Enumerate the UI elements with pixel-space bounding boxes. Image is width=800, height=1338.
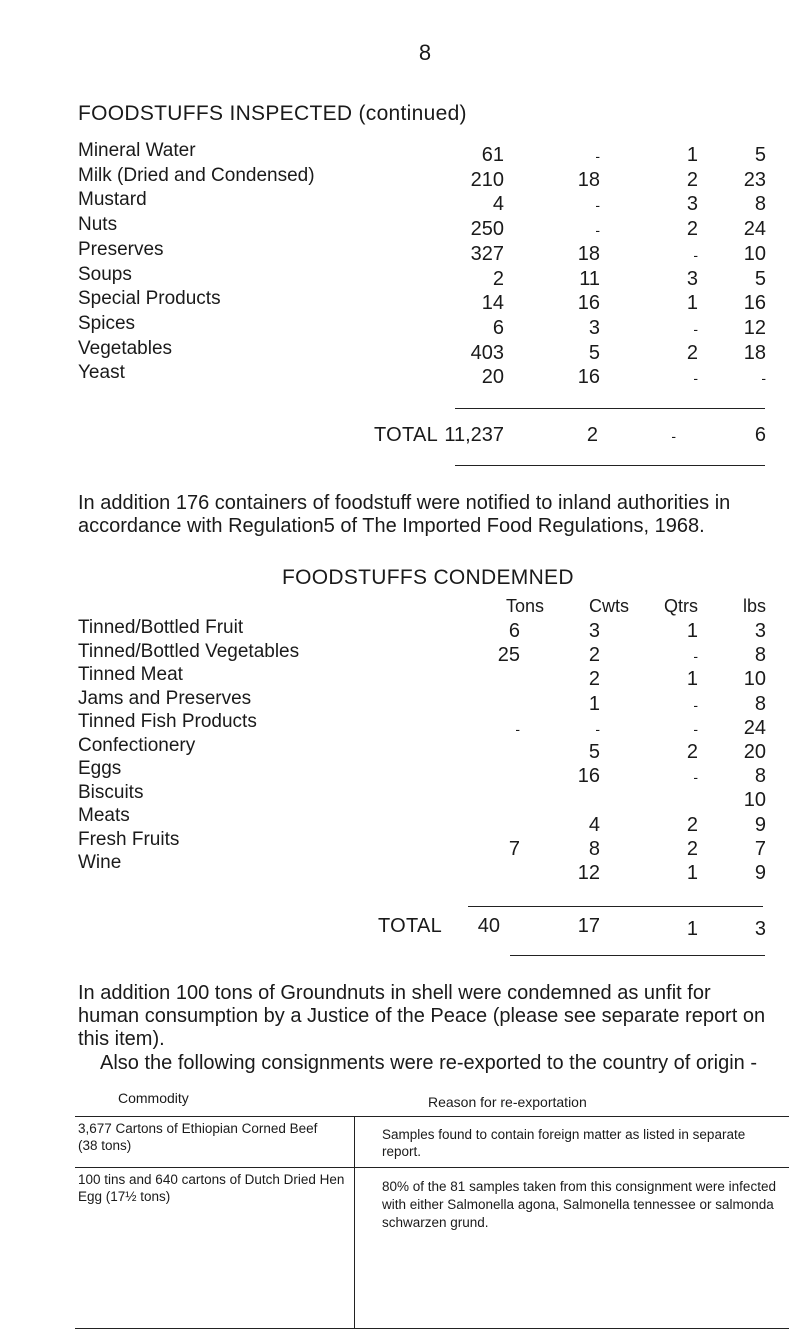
inspected-cell-lbs: 5 xyxy=(754,144,766,166)
inspected-cell-tons: 250 xyxy=(470,218,504,240)
reexport-row-2-commodity: 100 tins and 640 cartons of Dutch Dried Hen Egg (17½ tons) xyxy=(78,1172,345,1204)
inspected-cell-tons: 4 xyxy=(492,193,504,215)
inspected-cell-cwts: 16 xyxy=(577,292,600,314)
condemned-total-top-rule xyxy=(468,906,763,907)
condemned-cell-lbs: 8 xyxy=(754,765,766,787)
inspected-total-lbs: 6 xyxy=(754,424,766,446)
inspected-cell-qtrs: 3 xyxy=(686,268,698,290)
inspected-cell-qtrs: 1 xyxy=(686,144,698,166)
paragraph-containers-notified: In addition 176 containers of foodstuff were notified to inland authorities in accordance with Regulation5 of The Imported Food Regulations, 1968. xyxy=(78,492,731,537)
condemned-cell-lbs: 10 xyxy=(743,789,766,811)
inspected-total-cwts: 2 xyxy=(586,424,598,446)
inspected-cell-cwts: - xyxy=(595,222,600,238)
condemned-cell-qtrs: - xyxy=(693,648,698,664)
condemned-total-cwts: 17 xyxy=(577,915,600,937)
inspected-cell-cwts: - xyxy=(595,197,600,213)
inspected-cell-tons: 2 xyxy=(492,268,504,290)
inspected-row-label: Soups xyxy=(78,264,132,285)
condemned-cell-cwts: 1 xyxy=(588,693,600,715)
condemned-cell-lbs: 9 xyxy=(754,814,766,836)
condemned-cell-lbs: 8 xyxy=(754,693,766,715)
condemned-cell-lbs: 24 xyxy=(743,717,766,739)
paragraph-reexported: Also the following consignments were re-exported to the country of origin - xyxy=(100,1052,758,1074)
reexport-row-divider xyxy=(75,1167,789,1168)
condemned-cell-cwts: 12 xyxy=(577,862,600,884)
condemned-row-label: Jams and Preserves xyxy=(78,688,252,709)
condemned-row-label: Meats xyxy=(78,805,130,826)
condemned-row-label: Biscuits xyxy=(78,782,144,803)
inspected-cell-qtrs: - xyxy=(693,370,698,386)
condemned-cell-lbs: 7 xyxy=(754,838,766,860)
reexport-header-rule xyxy=(75,1116,789,1117)
condemned-cell-lbs: 9 xyxy=(754,862,766,884)
condemned-total-label: TOTAL xyxy=(378,915,443,937)
reexport-row-1-commodity: 3,677 Cartons of Ethiopian Corned Beef (38 tons) xyxy=(78,1121,318,1153)
inspected-cell-lbs: 24 xyxy=(743,218,766,240)
inspected-cell-lbs: 10 xyxy=(743,243,766,265)
inspected-cell-qtrs: 1 xyxy=(686,292,698,314)
reexport-bottom-rule xyxy=(75,1328,789,1329)
inspected-cell-tons: 6 xyxy=(492,317,504,339)
inspected-row-label: Preserves xyxy=(78,239,164,260)
inspected-cell-lbs: 16 xyxy=(743,292,766,314)
inspected-cell-tons: 210 xyxy=(470,169,504,191)
inspected-row-label: Yeast xyxy=(78,362,125,383)
inspected-row-label: Milk (Dried and Condensed) xyxy=(78,165,315,186)
condemned-total-qtrs: 1 xyxy=(686,918,698,940)
inspected-cell-cwts: 16 xyxy=(577,366,600,388)
inspected-total-bottom-rule xyxy=(455,465,765,466)
inspected-row-label: Vegetables xyxy=(78,338,173,359)
condemned-row-label: Eggs xyxy=(78,758,122,779)
paragraph-groundnuts: In addition 100 tons of Groundnuts in shell were condemned as unfit for human consumption by a Justice of the Peace (please see separate report on this item). xyxy=(78,982,766,1050)
inspected-cell-qtrs: - xyxy=(693,247,698,263)
condemned-header-lbs: lbs xyxy=(742,596,766,616)
condemned-header-cwts: Cwts xyxy=(589,596,629,616)
inspected-cell-cwts: 5 xyxy=(588,342,600,364)
reexport-row-1-reason: Samples found to contain foreign matter as listed in separate report. xyxy=(382,1127,746,1159)
inspected-title: FOODSTUFFS INSPECTED (continued) xyxy=(78,102,467,125)
condemned-cell-qtrs: - xyxy=(693,721,698,737)
condemned-header-qtrs: Qtrs xyxy=(664,596,698,616)
inspected-cell-qtrs: 2 xyxy=(686,169,698,191)
condemned-row-label: Confectionery xyxy=(78,735,196,756)
condemned-cell-qtrs: - xyxy=(693,769,698,785)
reexport-header-reason: Reason for re-exportation xyxy=(428,1094,587,1110)
condemned-cell-qtrs: 1 xyxy=(686,620,698,642)
inspected-cell-lbs: 5 xyxy=(754,268,766,290)
condemned-cell-lbs: 20 xyxy=(743,741,766,763)
condemned-row-label: Tinned Meat xyxy=(78,664,183,685)
condemned-cell-cwts: 16 xyxy=(577,765,600,787)
inspected-cell-tons: 61 xyxy=(481,144,504,166)
inspected-row-label: Special Products xyxy=(78,288,221,309)
inspected-cell-lbs: 18 xyxy=(743,342,766,364)
inspected-cell-tons: 327 xyxy=(470,243,504,265)
condemned-row-label: Fresh Fruits xyxy=(78,829,180,850)
condemned-cell-lbs: 10 xyxy=(743,668,766,690)
condemned-cell-cwts: - xyxy=(595,721,600,737)
inspected-cell-cwts: 11 xyxy=(579,268,600,290)
inspected-total-label: TOTAL xyxy=(374,424,439,446)
condemned-total-lbs: 3 xyxy=(754,918,766,940)
condemned-row-label: Wine xyxy=(78,852,122,873)
condemned-cell-tons: - xyxy=(515,721,520,737)
reexport-column-divider xyxy=(354,1116,355,1328)
condemned-row-label: Tinned Fish Products xyxy=(78,711,257,732)
inspected-cell-qtrs: 2 xyxy=(686,342,698,364)
condemned-cell-lbs: 8 xyxy=(754,644,766,666)
inspected-cell-qtrs: 2 xyxy=(686,218,698,240)
inspected-total-qtrs: - xyxy=(671,428,676,444)
inspected-cell-tons: 20 xyxy=(481,366,504,388)
condemned-cell-cwts: 8 xyxy=(588,838,600,860)
condemned-cell-qtrs: 1 xyxy=(686,862,698,884)
inspected-row-label: Nuts xyxy=(78,214,118,235)
condemned-row-label: Tinned/Bottled Fruit xyxy=(78,617,244,638)
inspected-cell-cwts: 3 xyxy=(588,317,600,339)
inspected-cell-tons: 403 xyxy=(470,342,504,364)
page-number: 8 xyxy=(418,40,432,65)
inspected-cell-cwts: 18 xyxy=(577,169,600,191)
condemned-cell-qtrs: 2 xyxy=(686,814,698,836)
condemned-total-bottom-rule xyxy=(510,955,765,956)
condemned-total-tons: 40 xyxy=(477,915,500,937)
inspected-row-label: Mineral Water xyxy=(78,140,196,161)
condemned-cell-cwts: 4 xyxy=(588,814,600,836)
condemned-cell-tons: 25 xyxy=(497,644,520,666)
inspected-total-top-rule xyxy=(455,408,765,409)
condemned-cell-cwts: 2 xyxy=(588,644,600,666)
inspected-total-tons: 11,237 xyxy=(444,424,504,446)
condemned-cell-qtrs: - xyxy=(693,697,698,713)
inspected-cell-lbs: - xyxy=(761,370,766,386)
inspected-cell-cwts: - xyxy=(595,148,600,164)
inspected-cell-qtrs: 3 xyxy=(686,193,698,215)
condemned-cell-qtrs: 2 xyxy=(686,838,698,860)
inspected-cell-lbs: 23 xyxy=(743,169,766,191)
inspected-cell-qtrs: - xyxy=(693,321,698,337)
condemned-title: FOODSTUFFS CONDEMNED xyxy=(282,566,574,589)
condemned-cell-cwts: 5 xyxy=(588,741,600,763)
inspected-cell-lbs: 12 xyxy=(743,317,766,339)
condemned-cell-tons: 7 xyxy=(508,838,520,860)
reexport-row-2-reason: 80% of the 81 samples taken from this consignment were infected with either Salmonella agona, Salmonella tennessee or salmonda schwarzen grund. xyxy=(382,1179,776,1230)
condemned-row-label: Tinned/Bottled Vegetables xyxy=(78,641,300,662)
condemned-cell-qtrs: 1 xyxy=(686,668,698,690)
inspected-cell-lbs: 8 xyxy=(754,193,766,215)
inspected-row-label: Mustard xyxy=(78,189,147,210)
condemned-cell-cwts: 3 xyxy=(588,620,600,642)
condemned-cell-qtrs: 2 xyxy=(686,741,698,763)
condemned-cell-cwts: 2 xyxy=(588,668,600,690)
condemned-cell-lbs: 3 xyxy=(754,620,766,642)
inspected-cell-tons: 14 xyxy=(481,292,504,314)
condemned-header-tons: Tons xyxy=(505,596,544,616)
inspected-cell-cwts: 18 xyxy=(577,243,600,265)
reexport-header-commodity: Commodity xyxy=(118,1090,189,1106)
inspected-row-label: Spices xyxy=(78,313,136,334)
condemned-cell-tons: 6 xyxy=(508,620,520,642)
